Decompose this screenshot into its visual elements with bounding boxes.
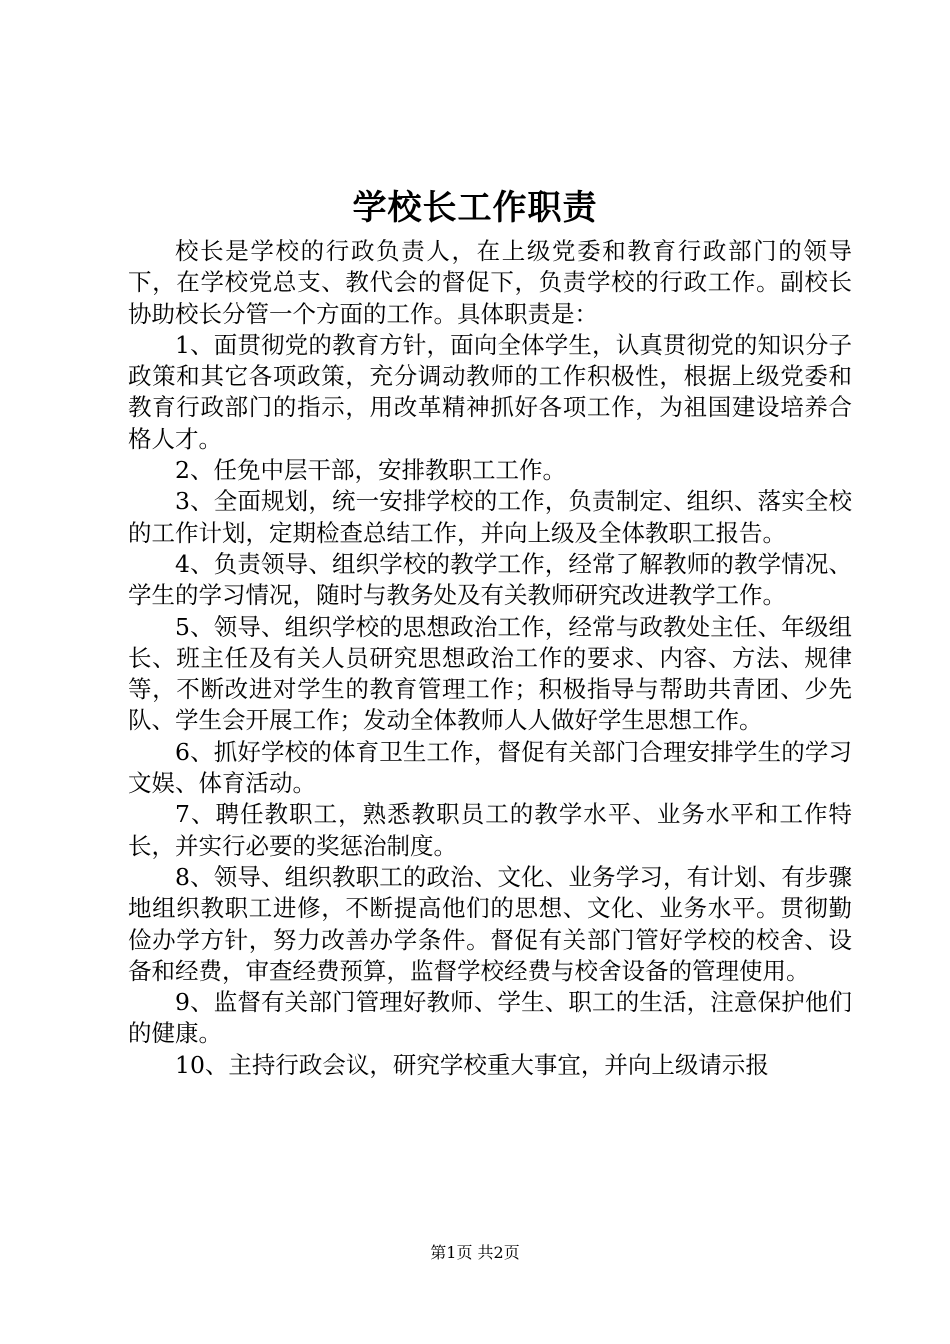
- paragraph-item-3: 3、全面规划，统一安排学校的工作，负责制定、组织、落实全校的工作计划，定期检查总结工作，并向上级及全体教职工报告。: [128, 487, 852, 547]
- page-footer: 第1页 共2页: [430, 1243, 520, 1262]
- paragraph-item-10: 10、主持行政会议，研究学校重大事宜，并向上级请示报: [175, 1050, 769, 1079]
- paragraph-item-2: 2、任免中层干部，安排教职工工作。: [175, 456, 566, 485]
- paragraph-item-6: 6、抓好学校的体育卫生工作，督促有关部门合理安排学生的学习文娱、体育活动。: [128, 737, 852, 798]
- paragraph-item-5: 5、领导、组织学校的思想政治工作，经常与政教处主任、年级组长、班主任及有关人员研究思想政治工作的要求、内容、方法、规律等，不断改进对学生的教育管理工作；积极指导与帮助共青团、少先队、学生会开展工作；发动全体教师人人做好学生思想工作。: [128, 612, 852, 735]
- paragraph-intro: 校长是学校的行政负责人，在上级党委和教育行政部门的领导下，在学校党总支、教代会的督促下，负责学校的行政工作。副校长协助校长分管一个方面的工作。具体职责是：: [128, 237, 852, 328]
- paragraph-item-4: 4、负责领导、组织学校的教学工作，经常了解教师的教学情况、学生的学习情况，随时与教务处及有关教师研究改进教学工作。: [128, 549, 852, 610]
- paragraph-item-7: 7、聘任教职工，熟悉教职员工的教学水平、业务水平和工作特长，并实行必要的奖惩治制度。: [128, 800, 852, 860]
- paragraph-item-9: 9、监督有关部门管理好教师、学生、职工的生活，注意保护他们的健康。: [128, 988, 852, 1048]
- document-title: 学校长工作职责: [352, 188, 598, 228]
- document-body: [128, 236, 852, 1081]
- paragraph-item-8: 8、领导、组织教职工的政治、文化、业务学习，有计划、有步骤地组织教职工进修，不断提高他们的思想、文化、业务水平。贯彻勤俭办学方针，努力改善办学条件。督促有关部门管好学校的校舍、设备和经费，审查经费预算，监督学校经费与校舍设备的管理使用。: [128, 862, 852, 985]
- paragraph-item-1: 1、面贯彻党的教育方针，面向全体学生，认真贯彻党的知识分子政策和其它各项政策，充分调动教师的工作积极性，根据上级党委和教育行政部门的指示，用改革精神抓好各项工作，为祖国建设培养合格人才。: [128, 330, 852, 453]
